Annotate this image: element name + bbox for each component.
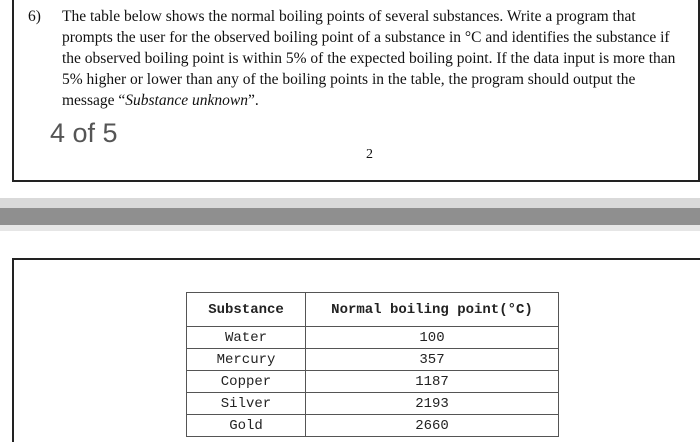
table-row [187, 349, 559, 371]
substance-cell: Copper [187, 371, 306, 393]
page-one [0, 0, 700, 182]
boiling-point-cell: 1187 [306, 371, 559, 393]
header-substance: Substance [187, 293, 306, 327]
problem-body [62, 6, 688, 111]
table-header-row [187, 293, 559, 327]
substance-cell: Gold [187, 415, 306, 437]
substance-cell: Mercury [187, 349, 306, 371]
boiling-point-cell: 2193 [306, 393, 559, 415]
problem-line-5 [62, 90, 688, 111]
boiling-point-cell: 357 [306, 349, 559, 371]
table-row [187, 415, 559, 437]
header-boiling-point: Normal boiling point(°C) [306, 293, 559, 327]
page-separator [0, 208, 700, 225]
problem-number: 6) [28, 8, 41, 25]
problem-line-3: the observed boiling point is within 5% of the expected boiling point. If the data input is more than [62, 50, 676, 67]
problem-line-1: The table below shows the normal boiling points of several substances. Write a program that [62, 8, 636, 25]
table-row [187, 371, 559, 393]
table-row [187, 327, 559, 349]
problem-line-2: prompts the user for the observed boiling point of a substance in °C and identifies the substance if [62, 29, 670, 46]
page-border-bottom [12, 180, 700, 182]
problem-line-5-suffix: ”. [247, 92, 259, 109]
page-border-left [12, 0, 14, 182]
problem-line-4: 5% higher or lower than any of the boiling points in the table, the program should output the [62, 71, 636, 88]
page-separator-shadow [0, 225, 700, 231]
boiling-point-cell: 100 [306, 327, 559, 349]
substance-unknown-text: Substance unknown [125, 92, 248, 109]
boiling-point-table [186, 292, 559, 437]
problem-statement [28, 6, 688, 111]
substance-cell: Water [187, 327, 306, 349]
page-indicator: 4 of 5 [50, 118, 118, 148]
problem-line-5-prefix: message “ [62, 92, 126, 109]
table-row [187, 393, 559, 415]
substance-cell: Silver [187, 393, 306, 415]
page-number: 2 [366, 147, 373, 162]
page-separator-light [0, 198, 700, 208]
boiling-point-cell: 2660 [306, 415, 559, 437]
